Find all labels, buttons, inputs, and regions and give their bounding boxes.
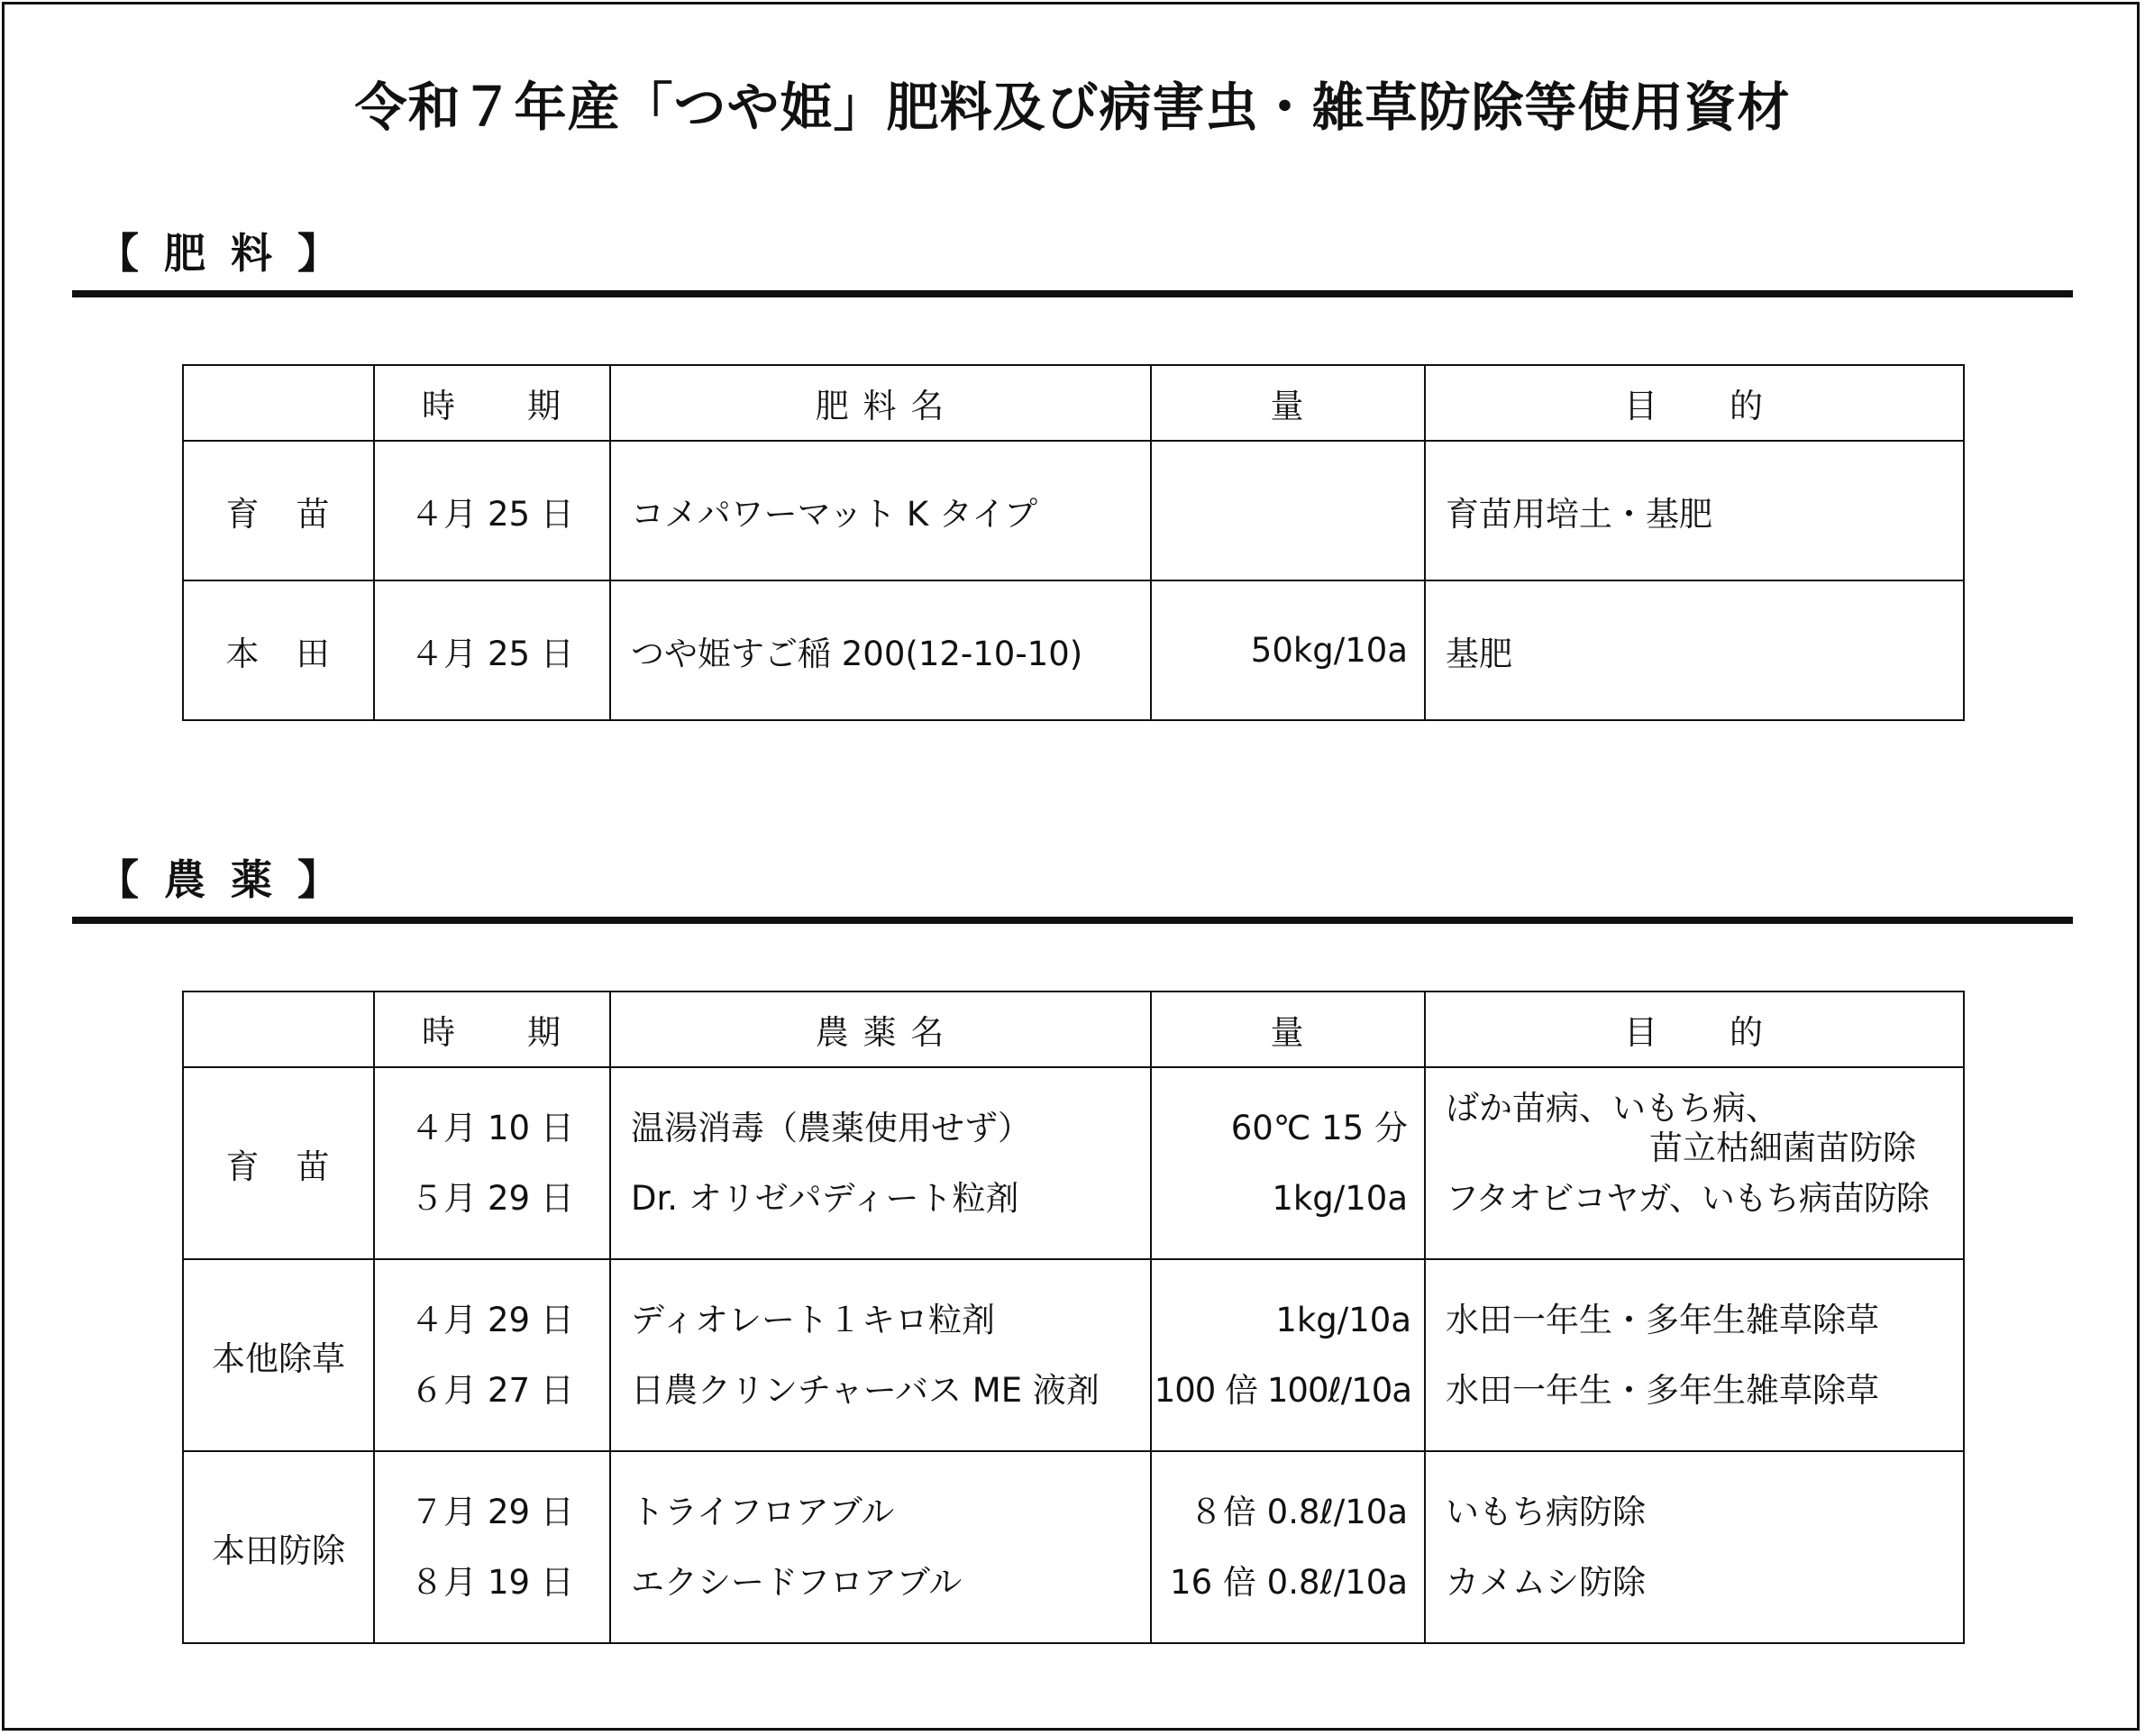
item-date: ８月 19 日 xyxy=(410,1562,574,1602)
fertilizer-header-row xyxy=(183,365,1964,441)
item-purpose-multiline xyxy=(1446,1088,1963,1167)
fertilizer-heading: 【 肥 料 】 xyxy=(97,229,345,278)
group-amounts xyxy=(1151,1259,1425,1451)
item-date: ４月 29 日 xyxy=(410,1300,574,1339)
pesticide-rule xyxy=(72,917,2073,924)
item-purpose: 水田一年生・多年生雑草除草 xyxy=(1446,1300,1879,1339)
group-section: 本他除草 xyxy=(183,1259,374,1451)
table-row xyxy=(183,1451,1964,1643)
row-amount: 50kg/10a xyxy=(1151,580,1425,720)
header-purpose: 目 的 xyxy=(1425,991,1964,1067)
header-period: 時 期 xyxy=(374,991,610,1067)
header-name: 農 薬 名 xyxy=(610,991,1151,1067)
row-date: ４月 25 日 xyxy=(374,441,610,580)
item-date: ４月 10 日 xyxy=(410,1108,574,1147)
pesticide-header-row xyxy=(183,991,1964,1067)
item-purpose: 水田一年生・多年生雑草除草 xyxy=(1446,1370,1879,1410)
pesticide-table xyxy=(182,991,1965,1644)
group-dates xyxy=(374,1067,610,1259)
header-blank xyxy=(183,991,374,1067)
group-names xyxy=(610,1451,1151,1643)
fertilizer-table xyxy=(182,364,1965,721)
table-row xyxy=(183,441,1964,580)
pesticide-heading: 【 農 薬 】 xyxy=(97,855,345,904)
row-purpose: 育苗用培土・基肥 xyxy=(1425,441,1964,580)
table-row xyxy=(183,1259,1964,1451)
item-amount: 16 倍 0.8ℓ/10a xyxy=(1170,1562,1408,1602)
item-amount: 100 倍 100ℓ/10a xyxy=(1154,1370,1411,1410)
group-purposes xyxy=(1425,1067,1964,1259)
item-amount: 1kg/10a xyxy=(1275,1300,1411,1339)
row-section: 育 苗 xyxy=(183,441,374,580)
group-names xyxy=(610,1067,1151,1259)
item-date: ７月 29 日 xyxy=(410,1492,574,1531)
header-purpose: 目 的 xyxy=(1425,365,1964,441)
row-section: 本 田 xyxy=(183,580,374,720)
item-name: 日農クリンチャーバス ME 液剤 xyxy=(631,1370,1100,1410)
item-date: ６月 27 日 xyxy=(410,1370,574,1410)
row-purpose: 基肥 xyxy=(1425,580,1964,720)
item-name: エクシードフロアブル xyxy=(631,1562,963,1602)
header-name: 肥 料 名 xyxy=(610,365,1151,441)
group-purposes xyxy=(1425,1259,1964,1451)
item-name: 温湯消毒（農薬使用せず） xyxy=(631,1108,1031,1147)
table-row xyxy=(183,1067,1964,1259)
fertilizer-rule xyxy=(72,290,2073,297)
item-name: ディオレート１キロ粒剤 xyxy=(631,1300,996,1339)
group-amounts xyxy=(1151,1451,1425,1643)
row-amount xyxy=(1151,441,1425,580)
table-row xyxy=(183,580,1964,720)
group-purposes xyxy=(1425,1451,1964,1643)
item-amount: ８倍 0.8ℓ/10a xyxy=(1189,1492,1408,1531)
item-purpose: カメムシ防除 xyxy=(1446,1562,1646,1602)
row-date: ４月 25 日 xyxy=(374,580,610,720)
item-name: Dr. オリゼパディート粒剤 xyxy=(631,1178,1019,1218)
group-section: 本田防除 xyxy=(183,1451,374,1643)
item-purpose: フタオビコヤガ、いもち病苗防除 xyxy=(1446,1178,1929,1218)
item-purpose: いもち病防除 xyxy=(1446,1492,1646,1531)
row-name: つや姫すご稲 200(12-10-10) xyxy=(610,580,1151,720)
item-amount: 60℃ 15 分 xyxy=(1230,1108,1408,1147)
page-title: 令和７年産「つや姫」肥料及び病害虫・雑草防除等使用資材 xyxy=(354,77,1791,138)
group-dates xyxy=(374,1451,610,1643)
header-amount: 量 xyxy=(1151,991,1425,1067)
item-amount: 1kg/10a xyxy=(1272,1178,1408,1218)
group-section: 育 苗 xyxy=(183,1067,374,1259)
header-blank xyxy=(183,365,374,441)
item-name: トライフロアブル xyxy=(631,1492,895,1531)
group-amounts xyxy=(1151,1067,1425,1259)
row-name: コメパワーマット K タイプ xyxy=(610,441,1151,580)
item-date: ５月 29 日 xyxy=(410,1178,574,1218)
group-names xyxy=(610,1259,1151,1451)
item-purpose: 苗立枯細菌苗防除 xyxy=(1649,1128,1916,1167)
group-dates xyxy=(374,1259,610,1451)
item-purpose: ばか苗病、いもち病、 xyxy=(1446,1088,1779,1128)
header-amount: 量 xyxy=(1151,365,1425,441)
header-period: 時 期 xyxy=(374,365,610,441)
